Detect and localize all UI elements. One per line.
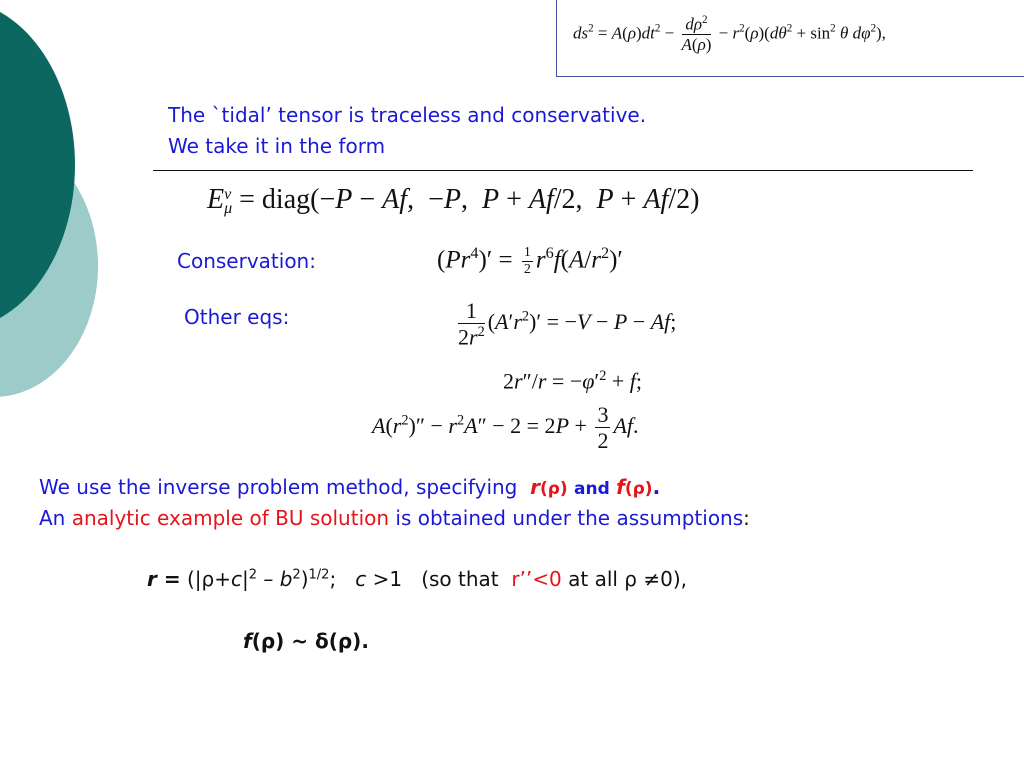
assumption-r-exp-2b: 2 xyxy=(292,567,301,583)
assumption-r-rest: at all ρ ≠0), xyxy=(568,567,688,591)
assumption-r-gt1: >1 xyxy=(372,567,403,591)
paragraph-rho-2: (ρ) xyxy=(624,479,653,499)
paragraph-line-1 xyxy=(39,475,660,499)
paragraph-colon: : xyxy=(743,506,750,530)
assumption-r-equals: = xyxy=(163,567,181,591)
paragraph-r-symbol: r xyxy=(530,475,540,499)
assumption-r-semicolon: ; xyxy=(329,567,337,591)
conservation-label: Conservation: xyxy=(177,249,316,273)
paragraph-rho-1: (ρ) xyxy=(539,479,568,499)
assumption-r-exp-half: 1/2 xyxy=(308,567,330,583)
paragraph-f-symbol: f xyxy=(616,475,625,499)
metric-equation-box xyxy=(556,0,1024,77)
assumption-r-b: b xyxy=(279,567,293,591)
paragraph-line-1-text: We use the inverse problem method, specifying xyxy=(39,475,518,499)
assumption-r-symbol: r xyxy=(147,567,157,591)
paragraph-dot: . xyxy=(652,475,661,499)
assumption-r-so-that: (so that xyxy=(421,567,499,591)
assumption-r-c: c xyxy=(230,567,242,591)
assumption-f xyxy=(243,629,369,653)
other-eq-1: $\frac{1}{2r^2}$ $(A'r^2)' = -V - P - Af$; xyxy=(458,298,677,350)
assumption-r-body-2: | xyxy=(241,567,249,591)
other-eqs-label: Other eqs: xyxy=(184,305,290,329)
paragraph-and: and xyxy=(574,479,610,499)
intro-line-2: We take it in the form xyxy=(168,134,386,158)
assumption-r xyxy=(147,567,687,591)
conservation-equation: $(Pr^4)'$ = $\frac{1}{2}$ $r^6f(A/r^2)'$ xyxy=(437,244,623,278)
assumption-r-minus: – xyxy=(257,567,280,591)
other-eq-2: $2r''/r = -\varphi'^2 + f$; xyxy=(503,368,643,394)
paragraph-an: An xyxy=(39,506,66,530)
tensor-equation: E ν μ = diag(−P − Af, −P, P + Af/2, P + Af/2) xyxy=(207,184,700,217)
assumption-r-close: ) xyxy=(300,567,309,591)
assumption-r-body-1: (|ρ+ xyxy=(186,567,231,591)
metric-equation: $ds^2 = A(\rho)dt^2$ − $\frac{d\rho^2}{A(\rho)}$ − $r^2(\rho)(d\theta^2 + \sin^2 \theta$ $d\varphi^2$), xyxy=(573,14,886,55)
intro-line-1: The `tidal’ tensor is traceless and conservative. xyxy=(168,103,647,127)
paragraph-line-2 xyxy=(39,506,750,530)
assumption-r-c2: c xyxy=(355,567,367,591)
assumption-f-rest: (ρ) ~ δ(ρ). xyxy=(251,629,369,653)
other-eq-3: $A(r^2)'' - r^2A'' - 2 = 2P$ + $\frac{3}{2}$ Af. xyxy=(372,402,639,454)
assumption-f-symbol: f xyxy=(243,629,252,653)
paragraph-analytic-example: analytic example of BU solution xyxy=(71,506,390,530)
assumption-r-condition: r’’<0 xyxy=(511,567,562,591)
assumption-r-exp-2a: 2 xyxy=(248,567,257,583)
paragraph-rest: is obtained under the assumptions xyxy=(395,506,744,530)
divider-rule xyxy=(153,170,973,171)
